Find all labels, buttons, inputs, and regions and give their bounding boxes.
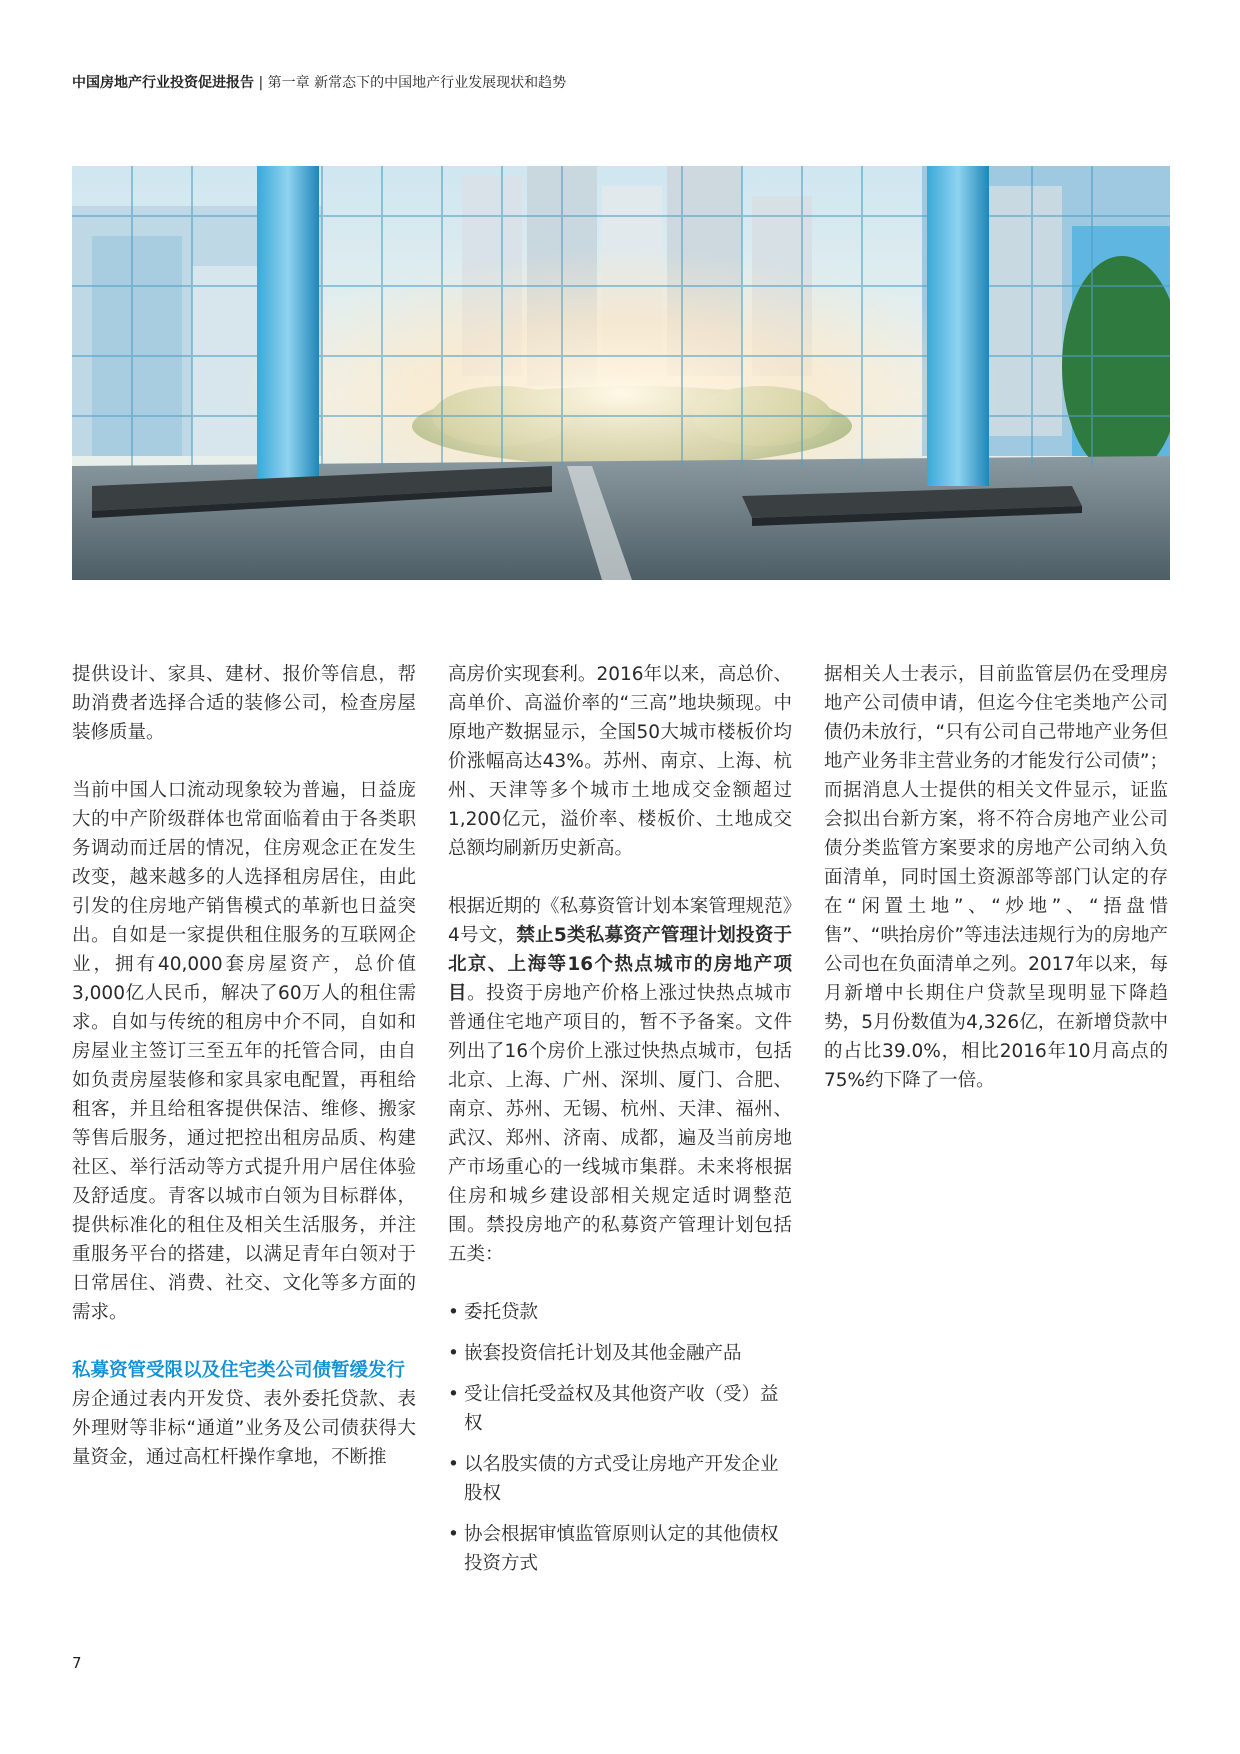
col2-paragraph-1: 高房价实现套利。2016年以来，高总价、高单价、高溢价率的“三高”地块频现。中原地产数据显示，全国50大城市楼板价均价涨幅高达43%。苏州、南京、上海、杭州、天津等多个城市土地成交金额超过1,200亿元，溢价率、楼板价、土地成交总额均刷新历史新高。 [448,664,792,859]
column-1 [72,660,416,1501]
header-separator: | [258,75,264,91]
col2-paragraph-2-emphasis: 禁止5类私募资产管理计划投资于北京、上海等16个热点城市的房地产项目 [448,925,793,1004]
prohibited-plan-list [448,1298,792,1578]
section-subheading: 私募资管受限以及住宅类公司债暂缓发行 [72,1360,406,1381]
list-item: • 嵌套投资信托计划及其他金融产品 [448,1339,792,1368]
col2-paragraph-2-rest: 。投资于房地产价格上涨过快热点城市普通住宅地产项目的，暂不予备案。文件列出了16个房价上涨过快热点城市，包括北京、上海、广州、深圳、厦门、合肥、南京、苏州、无锡、杭州、天津、福州、武汉、郑州、济南、成都，遍及当前房地产市场重心的一线城市集群。未来将根据住房和城乡建设部相关规定适时调整范围。禁投房地产的私募资产管理计划包括五类： [448,983,792,1265]
col1-paragraph-1: 提供设计、家具、建材、报价等信息，帮助消费者选择合适的装修公司，检查房屋装修质量。 [72,664,416,743]
page-number: 7 [72,1654,82,1672]
column-2 [448,660,792,1590]
column-3 [824,660,1168,1124]
list-item: • 协会根据审慎监管原则认定的其他债权投资方式 [448,1520,792,1578]
col3-paragraph-1: 据相关人士表示，目前监管层仍在受理房地产公司债申请，但迄今住宅类地产公司债仍未放行，“只有公司自己带地产业务但地产业务非主营业务的才能发行公司债”；而据消息人士提供的相关文件显示，证监会拟出台新方案，将不符合房地产业公司债分类监管方案要求的房地产公司纳入负面清单，同时国土资源部等部门认定的存在“闲置土地”、“炒地”、“捂盘惜售”、“哄抬房价”等违法违规行为的房地产公司也在负面清单之列。2017年以来，每月新增中长期住户贷款呈现明显下降趋势，5月份数值为4,326亿，在新增贷款中的占比39.0%，相比2016年10月高点的75%约下降了一倍。 [824,664,1168,1091]
col1-paragraph-2: 当前中国人口流动现象较为普遍，日益庞大的中产阶级群体也常面临着由于各类职务调动而迁居的情况，住房观念正在发生改变，越来越多的人选择租房居住，由此引发的住房地产销售模式的革新也日益突出。自如是一家提供租住服务的互联网企业，拥有40,000套房屋资产，总价值3,000亿人民币，解决了60万人的租住需求。自如与传统的租房中介不同，自如和房屋业主签订三至五年的托管合同，由自如负责房屋装修和家具家电配置，再租给租客，并且给租客提供保洁、维修、搬家等售后服务，通过把控出租房品质、构建社区、举行活动等方式提升用户居住体验及舒适度。青客以城市白领为目标群体，提供标准化的租住及相关生活服务，并注重服务平台的搭建，以满足青年白领对于日常居住、消费、社交、文化等多方面的需求。 [72,780,416,1323]
list-item: • 以名股实债的方式受让房地产开发企业股权 [448,1450,792,1508]
col2-paragraph-2 [448,892,792,1269]
running-header [72,72,566,92]
office-lobby-photo [72,166,1170,580]
col1-paragraph-3: 房企通过表内开发贷、表外委托贷款、表外理财等非标“通道”业务及公司债获得大量资金，通过高杠杆操作拿地，不断推 [72,1389,416,1468]
col2-paragraph-2-lead: 根据近期的《私募资管计划本案管理规范》4号文， [448,896,792,946]
chapter-title: 第一章 新常态下的中国地产行业发展现状和趋势 [267,75,567,91]
list-item: • 受让信托受益权及其他资产收（受）益权 [448,1380,792,1438]
list-item: • 委托贷款 [448,1298,792,1327]
report-title: 中国房地产行业投资促进报告 [72,75,254,91]
